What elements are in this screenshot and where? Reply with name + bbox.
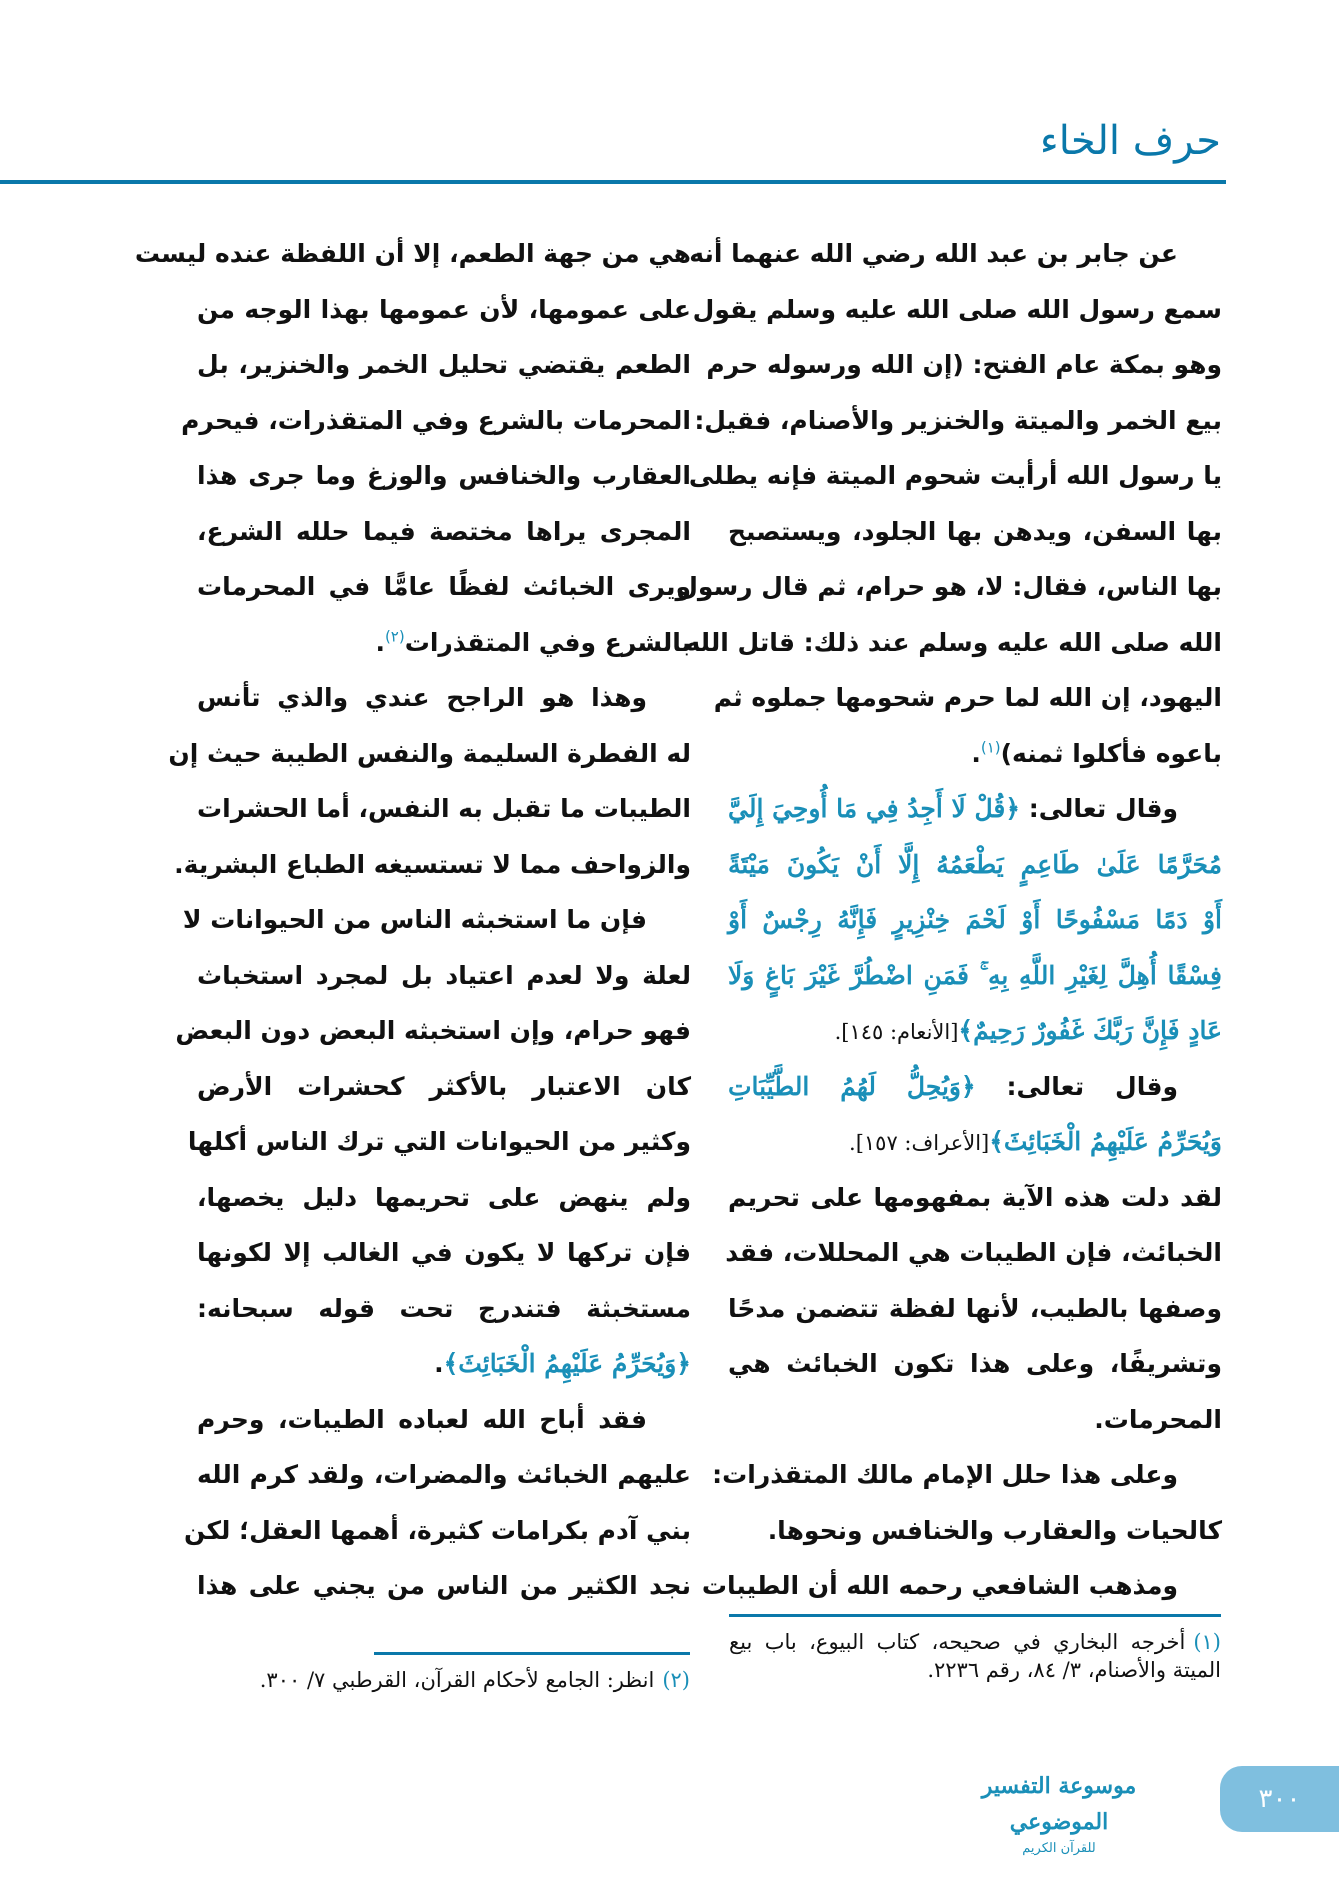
page-number: ٣٠٠ [1220, 1766, 1339, 1832]
body-text: مستخبثة فتندرج تحت قوله سبحانه: [197, 1293, 691, 1323]
body-text: هي من جهة الطعم، إلا أن اللفظة عنده ليست [134, 239, 691, 268]
footnote-marker[interactable]: (٢) [384, 627, 405, 646]
text-line [197, 1059, 691, 1115]
text-line [694, 393, 1222, 449]
text-line [197, 448, 691, 504]
body-text: لقد دلت هذه الآية بمفهومها على تحريم [728, 1182, 1222, 1212]
text-line [134, 226, 691, 282]
body-text: المجرى يراها مختصة فيما حلله الشرع، [197, 516, 691, 546]
text-line [728, 1003, 1222, 1059]
body-text: وقال تعالى: [1020, 794, 1178, 823]
text-line [197, 282, 691, 338]
body-text: على عمومها، لأن عمومها بهذا الوجه من [197, 294, 691, 324]
body-text: فقد أباح الله لعباده الطيبات، وحرم [197, 1404, 647, 1434]
footnote-marker[interactable]: (١) [980, 738, 1001, 757]
text-line [692, 282, 1222, 338]
body-text: فهو حرام، وإن استخبثه البعض دون البعض [175, 1016, 691, 1045]
footnote-number: (١) [1193, 1630, 1221, 1654]
text-line [728, 1170, 1222, 1226]
body-text: . [375, 627, 385, 657]
text-line [175, 1003, 691, 1059]
body-text: وهو بمكة عام الفتح: [963, 350, 1222, 379]
text-line [712, 1447, 1222, 1503]
hadith-text: باعوه فأكلوا ثمنه) [1000, 738, 1222, 768]
body-text: وصفها بالطيب، لأنها لفظة تتضمن مدحًا [728, 1293, 1222, 1323]
text-line [701, 1558, 1222, 1614]
text-line [184, 1503, 691, 1559]
body-text: الطعم يقتضي تحليل الخمر والخنزير، بل [197, 350, 691, 379]
text-line [706, 337, 1222, 393]
text-line [197, 1447, 691, 1503]
text-line [197, 337, 691, 393]
text-line [197, 1392, 691, 1448]
series-logo [934, 1768, 1184, 1856]
text-line [182, 892, 691, 948]
text-line [728, 892, 1222, 948]
body-text: وعلى هذا حلل الإمام مالك المتقذرات: [712, 1460, 1178, 1489]
body-text: نجد الكثير من الناس من يجني على هذا [197, 1571, 691, 1600]
logo-subtitle: للقرآن الكريم [1022, 1841, 1096, 1856]
text-line [688, 448, 1222, 504]
text-line [187, 1114, 691, 1170]
body-text: كان الاعتبار بالأكثر كحشرات الأرض [197, 1071, 691, 1101]
body-text: وهذا هو الراجح عندي والذي تأنس [197, 683, 647, 712]
text-line [728, 1059, 1222, 1115]
body-text: وتشريفًا، وعلى هذا تكون الخبائث هي [728, 1349, 1222, 1378]
text-line [713, 670, 1222, 726]
body-text: لعلة ولا لعدم اعتياد بل لمجرد استخباث [197, 960, 691, 990]
verse-reference: [الأنعام: ١٤٥]. [834, 1020, 959, 1044]
text-line [728, 504, 1222, 560]
logo-title: موسوعة التفسير الموضوعي [981, 1773, 1137, 1835]
body-text: فإن تركها لا يكون في الغالب إلا لكونها [197, 1238, 691, 1267]
body-text: ولم ينهض على تحريمها دليل يخصها، [197, 1182, 691, 1212]
body-text: ويرى الخبائث لفظًا عامًّا في المحرمات [197, 572, 691, 601]
body-text: الطيبات ما تقبل به النفس، أما الحشرات [197, 794, 691, 823]
hadith-text: (إن الله ورسوله حرم [706, 350, 964, 379]
text-line [181, 393, 691, 449]
quran-verse: أَوْ دَمًا مَسْفُوحًا أَوْ لَحْمَ خِنْزِيرٍ فَإِنَّهُ رِجْسٌ أَوْ [728, 905, 1222, 934]
quran-verse: وَيُحَرِّمُ عَلَيْهِمُ الْخَبَائِثَ﴾ [989, 1127, 1222, 1156]
text-line [728, 726, 1222, 782]
text-line [197, 1558, 691, 1614]
hadith-text: يا رسول الله أرأيت شحوم الميتة فإنه يطلى [688, 461, 1222, 490]
footnote-text: انظر: الجامع لأحكام القرآن، القرطبي ٧/ ٣٠٠. [259, 1668, 655, 1692]
body-text: سمع رسول الله صلى الله عليه وسلم يقول [692, 294, 1222, 324]
hadith-text: الله صلى الله عليه وسلم عند ذلك: قاتل الله [685, 627, 1222, 657]
body-text: . [434, 1349, 444, 1378]
text-line [197, 1170, 691, 1226]
text-line [197, 1281, 691, 1337]
verse-reference: [الأعراف: ١٥٧]. [849, 1131, 990, 1155]
left-column [134, 226, 691, 1614]
body-text: ومذهب الشافعي رحمه الله أن الطيبات [701, 1571, 1178, 1600]
quran-verse: ﴿قُلْ لَا أَجِدُ فِي مَا أُوحِيَ إِلَيَّ [727, 794, 1021, 823]
quran-verse: مُحَرَّمًا عَلَىٰ طَاعِمٍ يَطْعَمُهُ إِلَّا أَنْ يَكُونَ مَيْتَةً [728, 849, 1222, 879]
text-line [197, 781, 691, 837]
text-line [728, 837, 1222, 893]
body-text: المحرمات بالشرع وفي المتقذرات، فيحرم [181, 405, 691, 435]
footnote-1 [729, 1628, 1221, 1684]
text-line [728, 781, 1222, 837]
footnote-divider [374, 1652, 690, 1655]
text-line [689, 226, 1222, 282]
right-column [676, 226, 1222, 1614]
text-line [685, 615, 1222, 671]
body-text: الخبائث، فإن الطيبات هي المحللات، فقد [725, 1238, 1222, 1267]
hadith-text: بها الناس، فقال: لا، هو حرام، ثم قال رسول [676, 572, 1222, 601]
text-line [197, 670, 691, 726]
quran-verse: عَادٍ فَإِنَّ رَبَّكَ غَفُورٌ رَحِيمٌ﴾ [958, 1016, 1222, 1045]
hadith-text: بها السفن، ويدهن بها الجلود، ويستصبح [728, 516, 1222, 546]
body-text: فإن ما استخبثه الناس من الحيوانات لا [182, 905, 647, 934]
body-text: . [971, 738, 981, 768]
text-line [728, 1336, 1222, 1392]
body-text: المحرمات. [1094, 1404, 1222, 1434]
body-text: له الفطرة السليمة والنفس الطيبة حيث إن [168, 738, 691, 768]
quran-verse: ﴿وَيُحَرِّمُ عَلَيْهِمُ الْخَبَائِثَ﴾ [443, 1349, 691, 1378]
text-line [197, 1225, 691, 1281]
body-text: عليهم الخبائث والمضرات، ولقد كرم الله [197, 1460, 691, 1489]
footnote-text: أخرجه البخاري في صحيحه، كتاب البيوع، باب بيع الميتة والأصنام، ٣/ ٨٤، رقم ٢٢٣٦. [729, 1630, 1221, 1682]
body-text: العقارب والخنافس والوزغ وما جرى هذا [197, 461, 691, 490]
footnote-2 [197, 1666, 690, 1694]
body-text: عن جابر بن عبد الله رضي الله عنهما أنه [689, 239, 1178, 268]
text-line [197, 948, 691, 1004]
text-line [728, 1281, 1222, 1337]
body-text: وكثير من الحيوانات التي ترك الناس أكلها [187, 1127, 691, 1156]
body-text: كالحيات والعقارب والخنافس ونحوها. [767, 1515, 1222, 1545]
chapter-title: حرف الخاء [1039, 118, 1221, 164]
text-line [168, 726, 691, 782]
text-line [725, 1225, 1222, 1281]
body-text: وقال تعالى: [975, 1071, 1178, 1101]
body-text: بني آدم بكرامات كثيرة، أهمها العقل؛ لكن [184, 1515, 691, 1545]
text-line [728, 948, 1222, 1004]
text-line [197, 504, 691, 560]
body-text: بالشرع وفي المتقذرات [404, 627, 691, 657]
text-line [197, 1336, 691, 1392]
text-line [197, 559, 691, 615]
hadith-text: بيع الخمر والميتة والخنزير والأصنام، فقيل: [694, 405, 1222, 435]
footnote-number: (٢) [662, 1668, 690, 1692]
text-line [728, 1392, 1222, 1448]
quran-verse: ﴿وَيُحِلُّ لَهُمُ الطَّيِّبَاتِ [728, 1071, 976, 1101]
text-line [728, 1503, 1222, 1559]
hadith-text: اليهود، إن الله لما حرم شحومها جملوه ثم [713, 683, 1222, 712]
quran-verse: فِسْقًا أُهِلَّ لِغَيْرِ اللَّهِ بِهِ ۚ فَمَنِ اضْطُرَّ غَيْرَ بَاغٍ وَلَا [728, 960, 1222, 990]
header-divider [0, 180, 1226, 184]
text-line [676, 559, 1222, 615]
text-line [174, 837, 691, 893]
footnote-divider [729, 1614, 1221, 1617]
body-text: والزواحف مما لا تستسيغه الطباع البشرية. [174, 849, 691, 879]
text-line [728, 1114, 1222, 1170]
text-line [197, 615, 691, 671]
